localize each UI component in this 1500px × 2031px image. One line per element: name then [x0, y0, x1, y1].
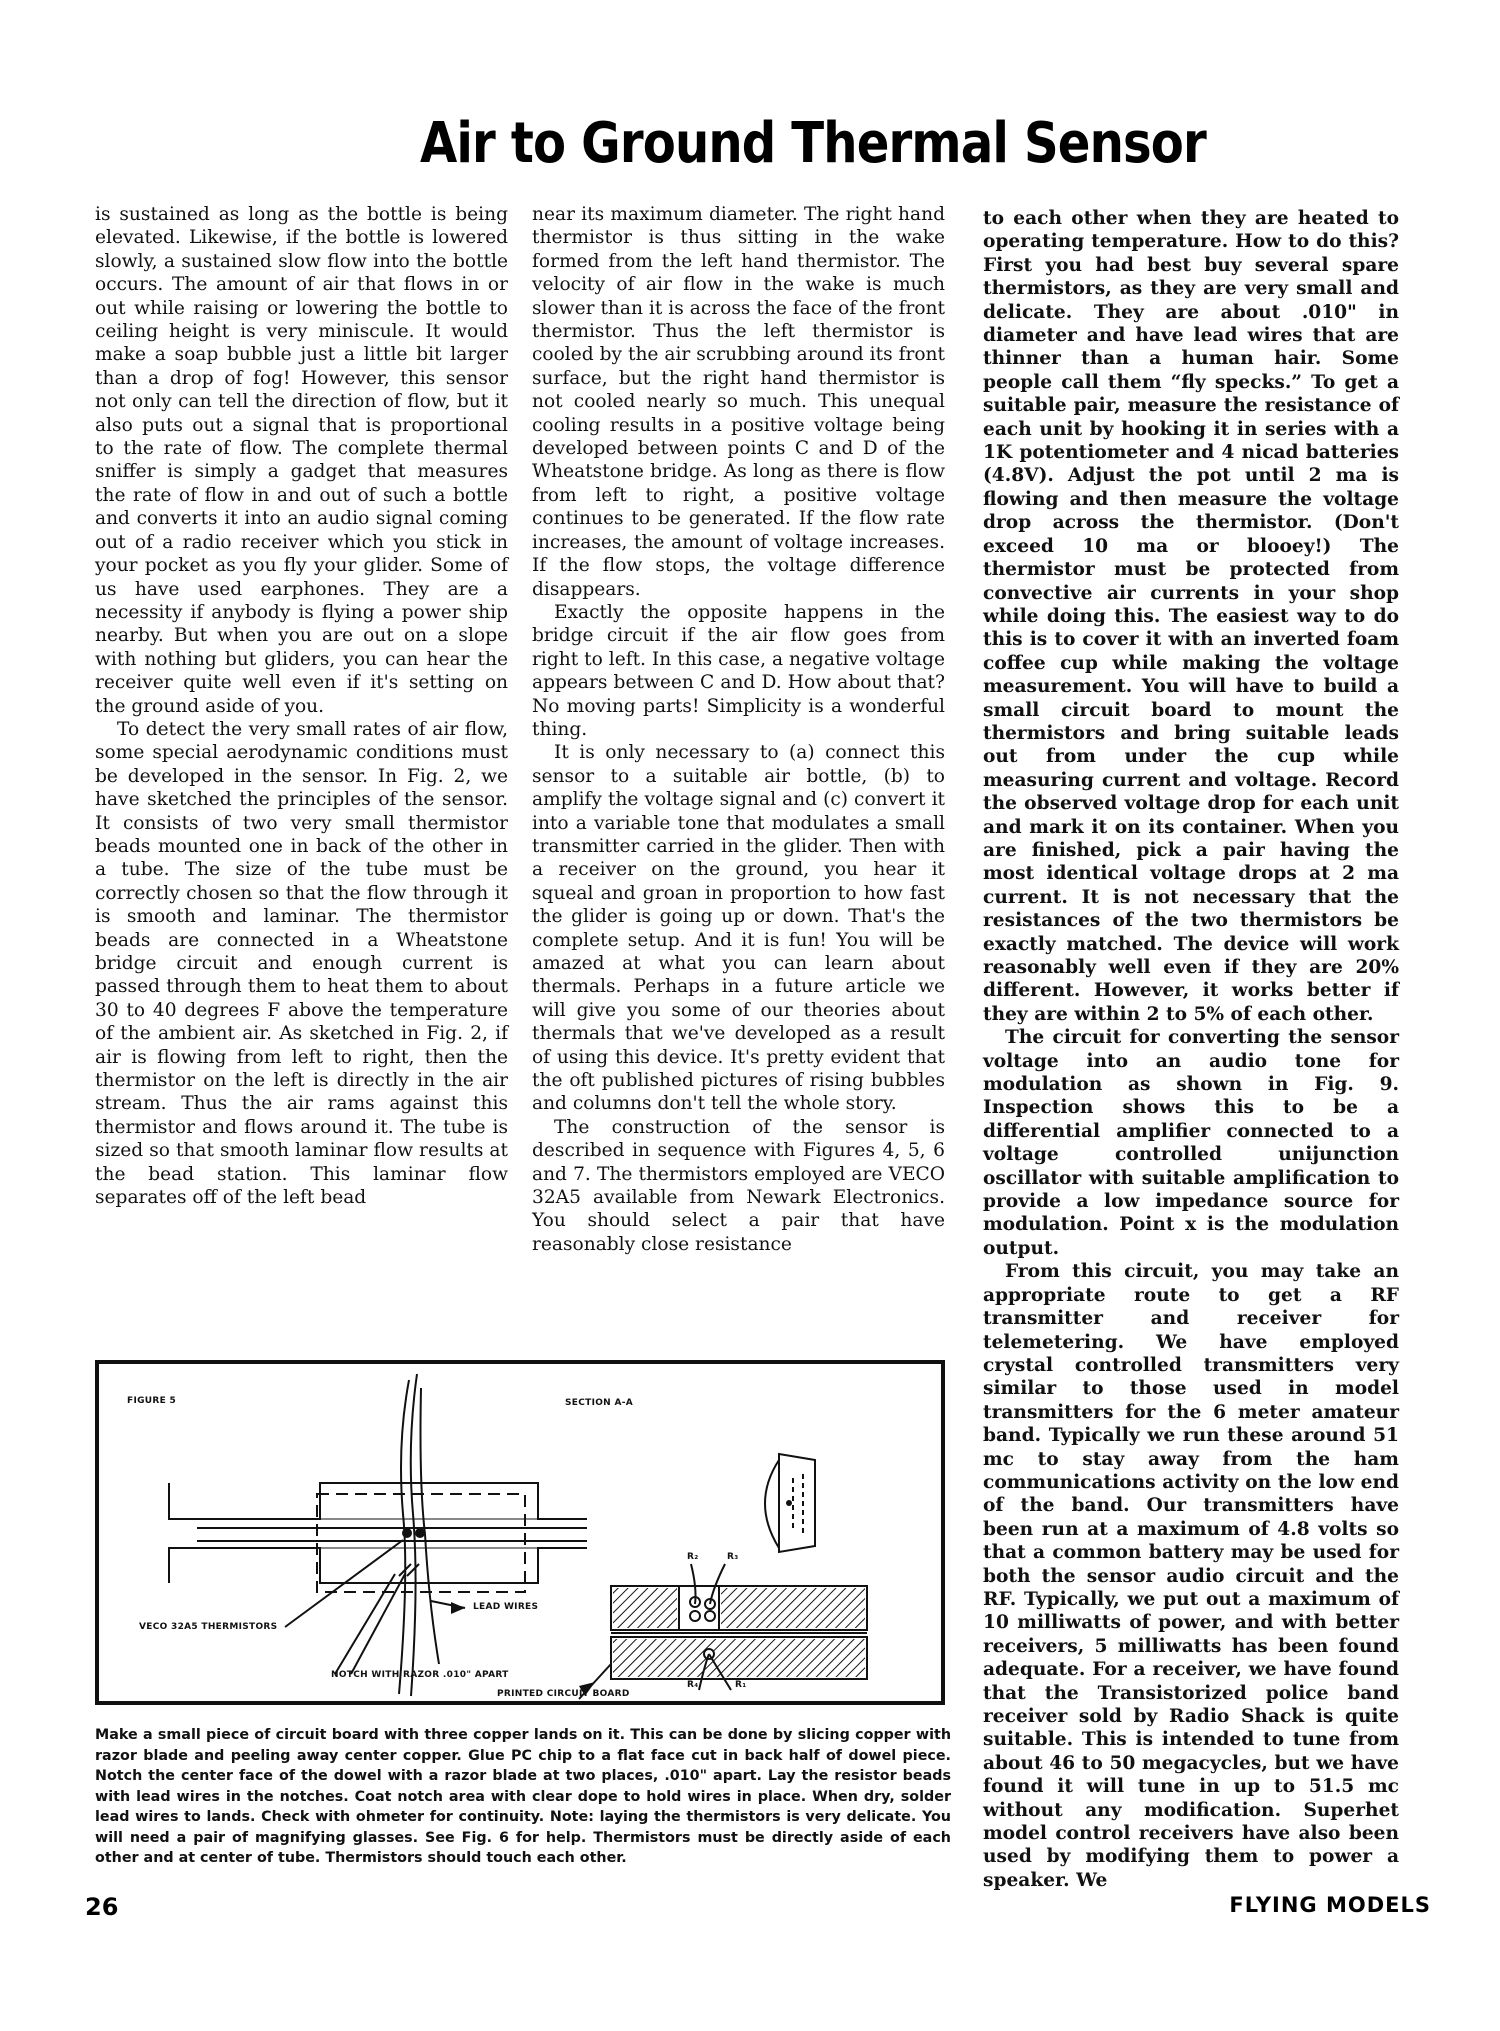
thermistor-bead	[415, 1528, 425, 1538]
figure-drawing	[99, 1364, 941, 1701]
paragraph: To detect the very small rates of air flow, some special aerodynamic conditions must be developed in the sensor. In Fig. 2, we have sketched the principles of the sensor. It consists of two very small thermistor beads mounted one in back of the other in a tube. The size of the tube must be correctly chosen so that the flow through it is smooth and laminar. The thermistor beads are connected in a Wheatstone bridge circuit and enough current is passed through them to heat them to about 30 to 40 degrees F above the temperature of the ambient air. As sketched in Fig. 2, if air is flowing from left to right, then the thermistor on the left is directly in the air stream. Thus the air rams against this thermistor and flows around it. The tube is sized so that smooth laminar flow results at the bead station. This laminar flow separates off of the left bead	[95, 718, 508, 1209]
text-column-2	[532, 203, 945, 1335]
figure-caption: Make a small piece of circuit board with three copper lands on it. This can be done by slicing copper with razor blade and peeling away center copper. Glue PC chip to a flat face cut in back half of dowel piece. Notch the center face of the dowel with a razor blade at two places, .010" apart. Lay the resistor beads with lead wires in the notches. Coat notch area with clear dope to hold wires in place. When dry, solder lead wires to lands. Check with ohmeter for continuity. Note: laying the thermistors is very delicate. You will need a pair of magnifying glasses. See Fig. 6 for help. Thermistors must be directly aside of each other and at center of tube. Thermistors should touch each other.	[95, 1727, 951, 1866]
section-label: SECTION A-A	[565, 1398, 634, 1408]
r1-label: R₁	[735, 1680, 747, 1690]
figure-label: FIGURE 5	[127, 1396, 177, 1406]
article-title: Air to Ground Thermal Sensor	[420, 111, 1206, 176]
paragraph: near its maximum diameter. The right hand thermistor is thus sitting in the wake formed from the left hand thermistor. The velocity of air flow in the wake is much slower than it is across the face of the front thermistor. Thus the left thermistor is cooled by the air scrubbing around its front surface, but the right hand thermistor is not cooled nearly so much. This unequal cooling results in a positive voltage being developed between points C and D of the Wheatstone bridge. As long as there is flow from left to right, a positive voltage continues to be generated. If the flow rate increases, the amount of voltage increases. If the flow stops, the voltage difference disappears.	[532, 204, 945, 600]
page-number: 26	[85, 1893, 119, 1921]
thermistors-label: VECO 32A5 THERMISTORS	[139, 1622, 278, 1632]
text-column-3	[983, 207, 1399, 1907]
dashed-outline	[317, 1494, 525, 1592]
notch-label: NOTCH WITH RAZOR .010" APART	[331, 1670, 509, 1680]
board-label: PRINTED CIRCUIT BOARD	[497, 1689, 630, 1699]
thermistor-bead	[402, 1528, 412, 1538]
paragraph: is sustained as long as the bottle is being elevated. Likewise, if the bottle is lowered slowly, a sustained slow flow into the bottle occurs. The amount of air that flows in or out while raising or lowering the bottle to ceiling height is very miniscule. It would make a soap bubble just a little bit larger than a drop of fog! However, this sensor not only can tell the direction of flow, but it also puts out a signal that is proportional to the rate of flow. The complete thermal sniffer is simply a gadget that measures the rate of flow in and out of such a bottle and converts it into an audio signal coming out of a radio receiver which you stick in your pocket as you fly your glider. Some of us have used earphones. They are a necessity if anybody is flying a power ship nearby. But when you are out on a slope with nothing but gliders, you can hear the receiver quite well even if it's setting on the ground aside of you.	[95, 204, 508, 717]
paragraph: It is only necessary to (a) connect this sensor to a suitable air bottle, (b) to amplify the voltage signal and (c) convert it into a variable tone that modulates a small transmitter carried in the glider. Then with a receiver on the ground, you hear it squeal and groan in proportion to how fast the glider is going up or down. That's the complete setup. And it is fun! You will be amazed at what you can learn about thermals. Perhaps in a future article we will give you some of our theories about thermals that we've developed as a result of using this device. It's pretty evident that the oft published pictures of rising bubbles and columns don't tell the whole story.	[532, 742, 945, 1115]
r3-label: R₃	[727, 1552, 739, 1562]
paragraph: to each other when they are heated to operating temperature. How to do this? First you had best buy several spare thermistors, as they are very small and delicate. They are about .010" in diameter and have lead wires that are thinner than a human hair. Some people call them “fly specks.” To get a suitable pair, measure the resistance of each unit by hooking it in series with a 1K potentiometer and 4 nicad batteries (4.8V). Adjust the pot until 2 ma is flowing and then measure the voltage drop across the thermistor. (Don't exceed 10 ma or blooey!) The thermistor must be protected from convective air currents in your shop while doing this. The easiest way to do this is to cover it with an inverted foam coffee cup while making the voltage measurement. You will have to build a small circuit board to mount the thermistors and bring suitable leads out from under the cup while measuring current and voltage. Record the observed voltage drop for each unit and mark it on its container. When you are finished, pick a pair having the most identical voltage drops at 2 ma current. It is not necessary that the resistances of the two thermistors be exactly matched. The device will work reasonably well even if they are 20% different. However, it works better if they are within 2 to 5% of each other.	[983, 208, 1399, 1025]
r4-label: R₄	[687, 1680, 699, 1690]
paragraph: From this circuit, you may take an appropriate route to get a RF transmitter and receiver for telemetering. We have employed crystal controlled transmitters very similar to those used in model transmitters for the 6 meter amateur band. Typically we run these around 51 mc to stay away from the ham communications activity on the low end of the band. Our transmitters have been run at a maximum of 4.8 volts so that a common battery may be used for both the sensor audio circuit and the RF. Typically, we put out a maximum of 10 milliwatts of power, and with better receivers, 5 milliwatts has been found adequate. For a receiver, we have found that the Transistorized police band receiver sold by Radio Shack is quite suitable. This is intended to tune from about 46 to 50 megacycles, but we have found it will tune in up to 51.5 mc without any modification. Superhet model control receivers have also been used by modifying them to power a speaker. We	[983, 1261, 1399, 1891]
text-column-1	[95, 203, 508, 1335]
paragraph: The construction of the sensor is described in sequence with Figures 4, 5, 6 and 7. The thermistors employed are VECO 32A5 available from Newark Electronics. You should select a pair that have reasonably close resistance	[532, 1116, 945, 1255]
magazine-name: FLYING MODELS	[1229, 1893, 1431, 1917]
r2-label: R₂	[687, 1552, 699, 1562]
paragraph: The circuit for converting the sensor voltage into an audio tone for modulation as shown in Fig. 9. Inspection shows this to be a differential amplifier connected to a voltage controlled unijunction oscillator with suitable amplification to provide a low impedance source for modulation. Point x is the modulation output.	[983, 1027, 1399, 1259]
figure-5	[95, 1360, 945, 1705]
paragraph: Exactly the opposite happens in the bridge circuit if the air flow goes from right to left. In this case, a negative voltage appears between C and D. How about that? No moving parts! Simplicity is a wonderful thing.	[532, 601, 945, 740]
lead-wires-label: LEAD WIRES	[473, 1602, 539, 1612]
